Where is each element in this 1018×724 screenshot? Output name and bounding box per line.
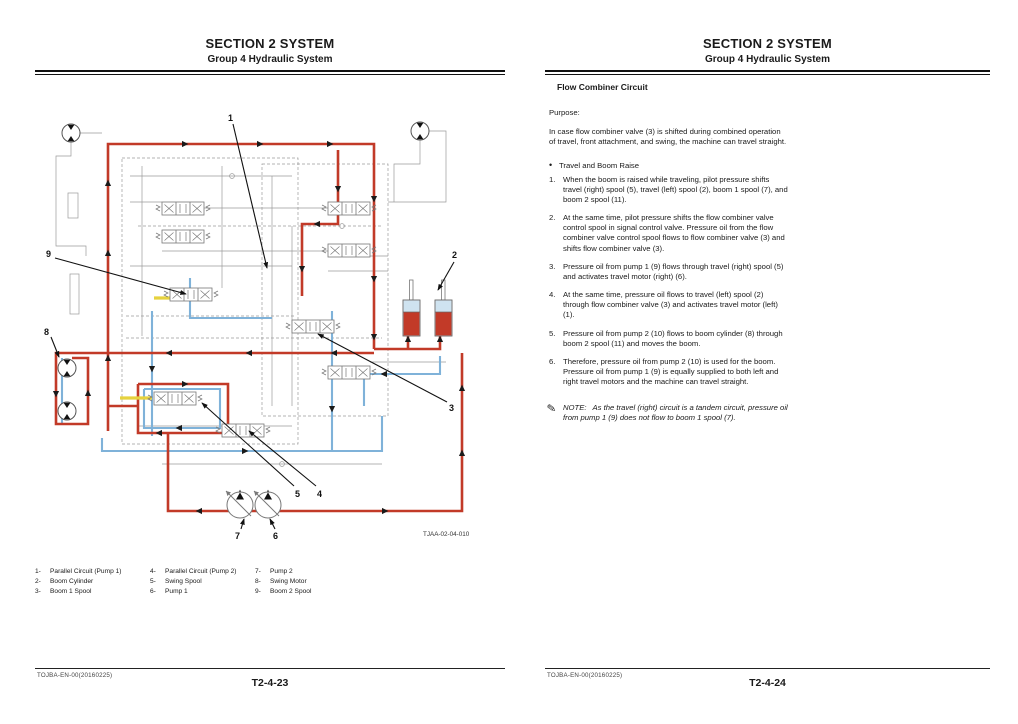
pump2-icon xyxy=(254,491,281,518)
note-text: As the travel (right) circuit is a tandem circuit, pressure oil from pump 1 (9) does not flow to boom 1 spool (7). xyxy=(563,403,788,423)
page-header xyxy=(35,36,505,65)
legend-item: 2- Boom Cylinder xyxy=(35,578,94,585)
callout-1: 1 xyxy=(228,113,234,123)
callout-7: 7 xyxy=(235,531,241,541)
legend-column xyxy=(150,568,236,598)
note-block xyxy=(546,402,789,423)
callout-9: 9 xyxy=(46,249,52,259)
red-flow-lines xyxy=(56,144,462,511)
legend-column xyxy=(35,568,121,598)
callout-leaders xyxy=(51,124,454,529)
legend-item: 4- Parallel Circuit (Pump 2) xyxy=(150,568,237,575)
legend-item: 8- Swing Motor xyxy=(255,578,307,585)
callout-6: 6 xyxy=(273,531,279,541)
section-title: SECTION 2 SYSTEM xyxy=(703,36,832,51)
topic-heading: Flow Combiner Circuit xyxy=(557,82,648,92)
legend-item: 9- Boom 2 Spool xyxy=(255,588,312,595)
callout-2: 2 xyxy=(452,250,458,260)
page-right xyxy=(545,0,990,724)
legend-item: 5- Swing Spool xyxy=(150,578,202,585)
callout-4: 4 xyxy=(317,489,323,499)
boom-cylinder-icon xyxy=(403,280,452,336)
section-title: SECTION 2 SYSTEM xyxy=(205,36,335,51)
swing-motor-icon xyxy=(58,359,76,420)
step-item: 6. Therefore, pressure oil from pump 2 (10) is used for the boom. Pressure oil from pump 1 (9) is equally supplied to both left and right travel motors and the machine can travel straight. xyxy=(549,356,779,387)
step-item: 2. At the same time, pilot pressure shifts the flow combiner valve control spool in signal control valve. Pressure oil from the flow combiner valve control spool flows to flow combiner valve (3) and shifts flow combiner valve (3). xyxy=(549,213,785,253)
header-rule xyxy=(545,70,990,75)
callout-numbers xyxy=(44,113,457,541)
pump1-icon xyxy=(226,491,253,518)
legend-column xyxy=(255,568,311,598)
doc-code: TOJBA-EN-00(20160225) xyxy=(547,672,623,679)
callout-5: 5 xyxy=(295,489,301,499)
step-item: 5. Pressure oil from pump 2 (10) flows to boom cylinder (8) through boom 2 spool (11) and moves the boom. xyxy=(549,328,783,348)
legend-item: 6- Pump 1 xyxy=(150,588,188,595)
legend-item: 7- Pump 2 xyxy=(255,568,293,575)
page-left xyxy=(35,0,505,724)
body-text xyxy=(546,108,789,424)
page-number: T2-4-24 xyxy=(749,677,786,689)
gray-circuit-lines xyxy=(56,131,446,466)
purpose-label: Purpose: xyxy=(549,108,580,117)
doc-code: TOJBA-EN-00(20160225) xyxy=(37,672,113,679)
footer-rule xyxy=(545,668,990,669)
figure-code: TJAA-02-04-010 xyxy=(423,531,470,538)
step-item: 4. At the same time, pressure oil flows to travel (left) spool (2) through flow combiner valve (3) and activates travel motor (left) (1). xyxy=(549,290,778,320)
footer-rule xyxy=(35,668,505,669)
step-item: 3. Pressure oil from pump 1 (9) flows through travel (right) spool (5) and activates travel motor (right) (6). xyxy=(549,261,784,281)
group-subtitle: Group 4 Hydraulic System xyxy=(207,54,333,65)
steps-list xyxy=(549,175,789,388)
travel-motor-right-icon xyxy=(411,122,429,140)
travel-motor-left-icon xyxy=(62,124,80,142)
legend-item: 3- Boom 1 Spool xyxy=(35,588,92,595)
note-pen-icon: ✎ xyxy=(546,402,557,416)
callout-8: 8 xyxy=(44,327,50,337)
callout-3: 3 xyxy=(449,403,455,413)
bullet-title: • Travel and Boom Raise xyxy=(549,161,789,171)
group-subtitle: Group 4 Hydraulic System xyxy=(704,54,831,65)
step-item: 1. When the boom is raised while traveling, pilot pressure shifts travel (right) spool (5), travel (left) spool (2), boom 1 spool (7), and boom 2 spool (11). xyxy=(549,174,788,204)
page-header xyxy=(545,36,990,65)
hydraulic-circuit-diagram xyxy=(42,106,497,558)
legend-item: 1- Parallel Circuit (Pump 1) xyxy=(35,568,122,575)
header-rule xyxy=(35,70,505,75)
purpose-text: In case flow combiner valve (3) is shifted during combined operation of travel, front attachment, and swing, the machine can travel straight. xyxy=(549,127,787,147)
note-label: NOTE: xyxy=(563,403,587,413)
page-number: T2-4-23 xyxy=(251,677,289,689)
